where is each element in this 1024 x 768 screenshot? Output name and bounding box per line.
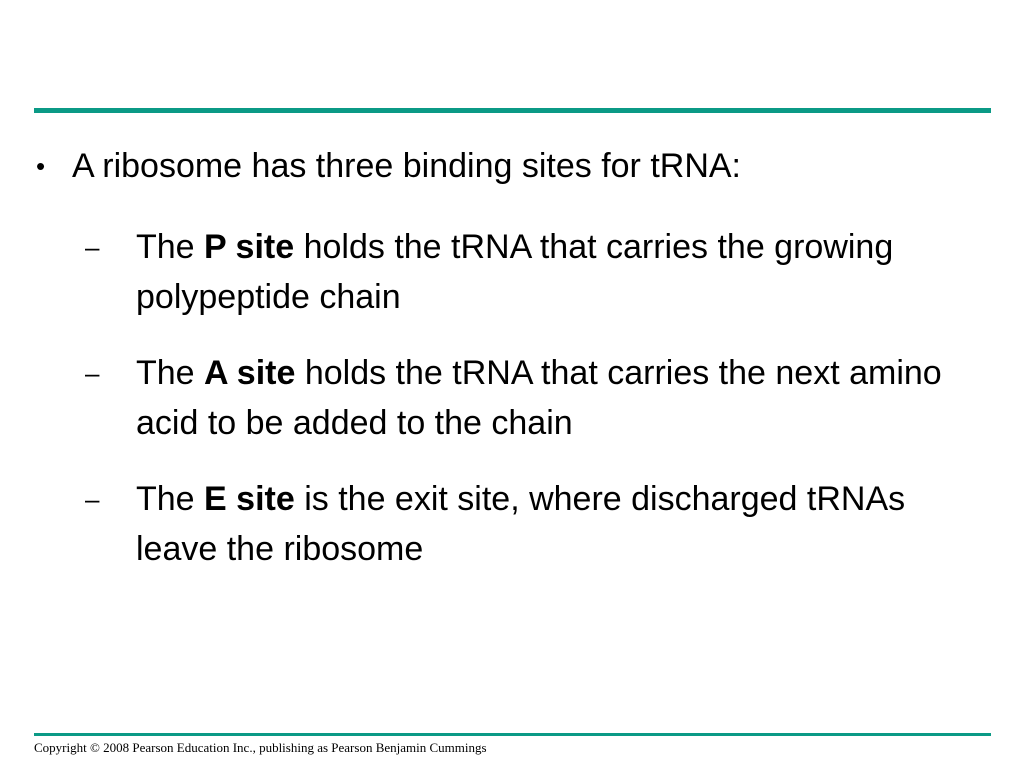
sub-bullet-prefix: The (136, 480, 205, 518)
sub-bullet-prefix: The (136, 228, 205, 266)
sub-bullet-bold-term: A site (204, 354, 296, 392)
copyright-footer: Copyright © 2008 Pearson Education Inc., publishing as Pearson Benjamin Cummings (34, 740, 487, 755)
main-bullet-text: A ribosome has three binding sites for tRNA: (72, 147, 741, 185)
dash-icon: – (85, 232, 100, 262)
sub-bullet-bold-term: P site (204, 228, 295, 266)
sub-bullet-bold-term: E site (204, 480, 295, 518)
top-divider-rule (34, 108, 991, 113)
sub-bullet-text (136, 222, 986, 322)
sub-bullet-text (136, 348, 986, 448)
bottom-divider-rule (34, 733, 991, 736)
sub-bullet-description: holds the tRNA that carries the next amino acid to be added to the chain (136, 354, 942, 442)
dash-icon: – (85, 484, 100, 514)
sub-bullet-description: holds the tRNA that carries the growing polypeptide chain (136, 228, 894, 316)
sub-bullet-prefix: The (136, 354, 205, 392)
sub-bullet-description: is the exit site, where discharged tRNAs leave the ribosome (136, 480, 906, 568)
bullet-icon: • (36, 151, 46, 181)
dash-icon: – (85, 358, 100, 388)
sub-bullet-text (136, 474, 986, 574)
